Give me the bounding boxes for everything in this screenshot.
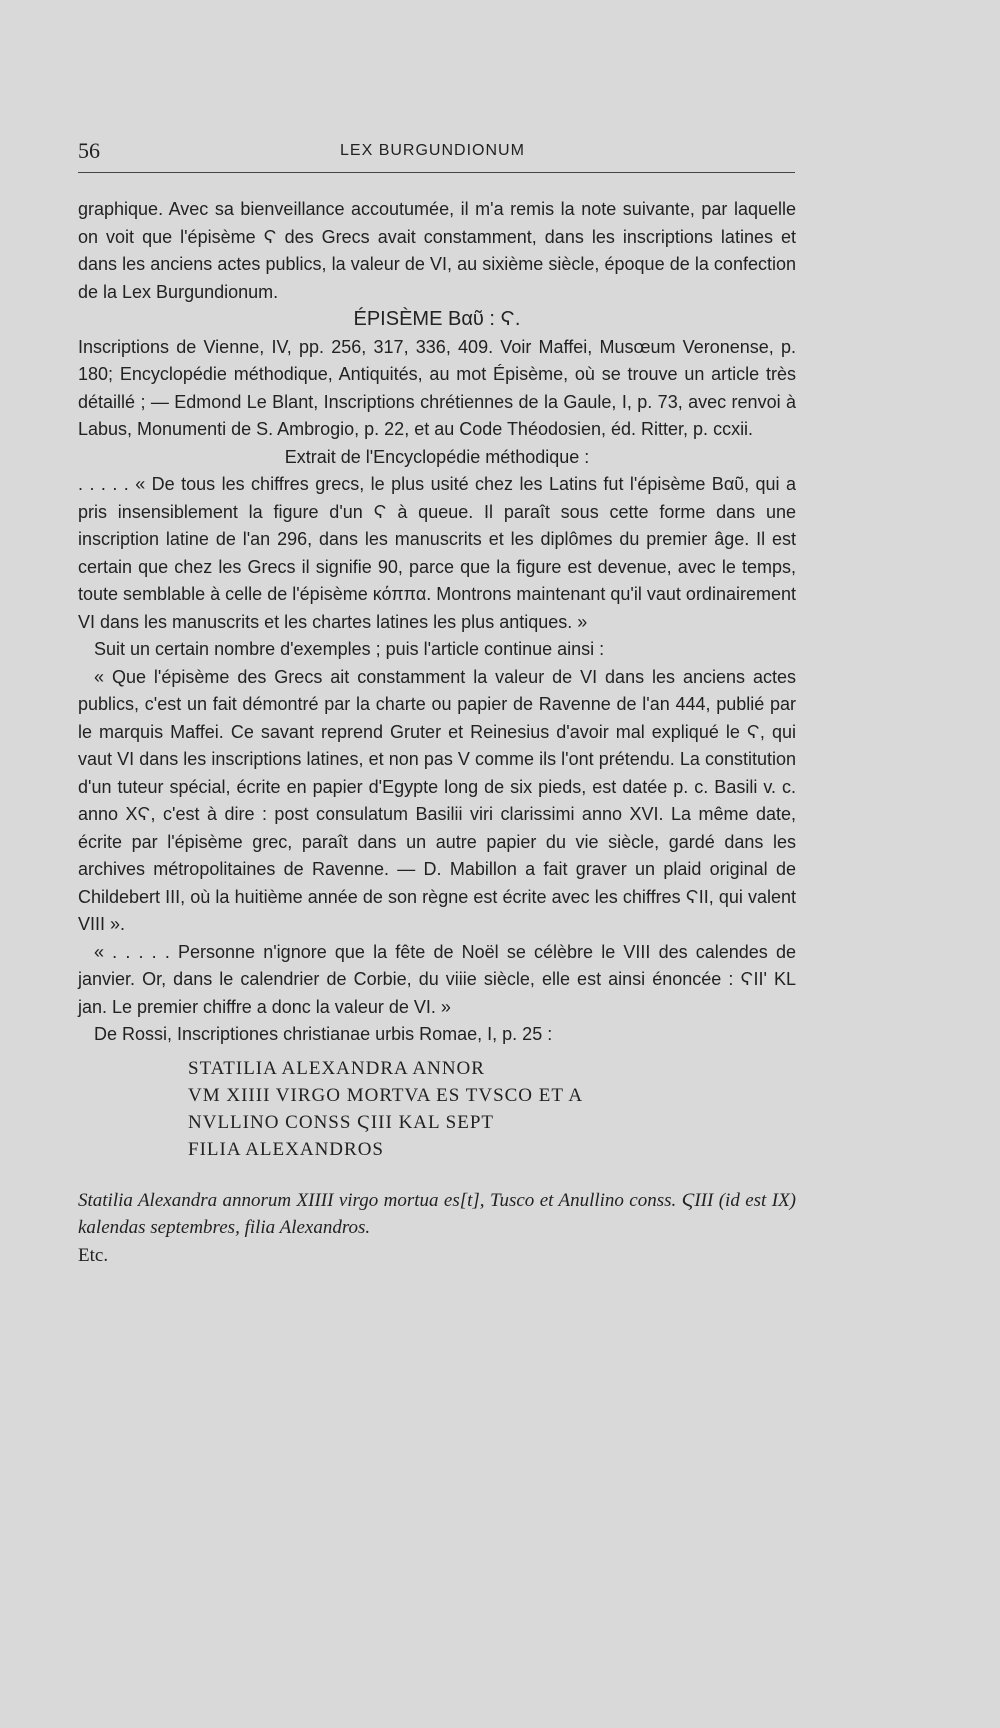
inscription-line: FILIA ALEXANDROS: [188, 1138, 384, 1160]
inscription-block: [188, 1055, 796, 1163]
inscription-line: NVLLINO CONSS ϚIII KAL SEPT: [188, 1111, 495, 1133]
running-title: LEX BURGUNDIONUM: [340, 142, 525, 159]
etc-text: Etc.: [78, 1244, 109, 1266]
quote-paragraph-1: . . . . . « De tous les chiffres grecs, le plus usité chez les Latins fut l'épisème Βαῦ, qui a pris insensiblement la figure d'un Ϛ à queue. Il paraît sous cette forme dans une inscription latine de l'an 296, dans les manuscrits et les diplômes du premier âge. Il est certain que chez les Grecs il signifie 90, parce que la figure est devenue, avec le temps, toute semblable à celle de l'épisème κόππα. Montrons maintenant qu'il vaut ordinairement VI dans les manuscrits et les chartes latines les plus antiques. »: [78, 474, 796, 632]
inscription-line: VM XIIII VIRGO MORTVA ES TVSCO ET A: [188, 1084, 584, 1106]
paragraph-transition: Suit un certain nombre d'exemples ; puis l'article continue ainsi :: [94, 639, 605, 659]
quote-paragraph-3: « . . . . . Personne n'ignore que la fête de Noël se célèbre le VIII des calendes de janvier. Or, dans le calendrier de Corbie, du viiie siècle, elle est ainsi énoncée : ϚII' KL jan. Le premier chiffre a donc la valeur de VI. »: [78, 941, 796, 1017]
extract-heading: Extrait de l'Encyclopédie méthodique :: [284, 446, 590, 467]
inscription-line: STATILIA ALEXANDRA ANNOR: [188, 1057, 485, 1079]
paragraph-intro: graphique. Avec sa bienveillance accoutumée, il m'a remis la note suivante, par laquelle on voit que l'épisème Ϛ des Grecs avait constamment, dans les inscriptions latines et dans les anciens actes publics, la valeur de VI, au sixième siècle, époque de la confection de la Lex Burgundionum.: [78, 199, 796, 302]
quote-paragraph-2: « Que l'épisème des Grecs ait constamment la valeur de VI dans les anciens actes publics, c'est un fait démontré par la charte ou papier de Ravenne de l'an 444, publié par le marquis Maffei. Ce savant reprend Gruter et Reinesius d'avoir mal expliqué le Ϛ, qui vaut VI dans les inscriptions latines, et non pas V comme ils l'ont prétendu. La constitution d'un tuteur spécial, écrite en papier d'Egypte long de six pieds, est datée p. c. Basili v. c. anno XϚ, c'est à dire : post consulatum Basilii viri clarissimi anno XVI. La même date, écrite par l'épisème grec, paraît dans un autre papier du vie siècle, gardé dans les archives métropolitaines de Ravenne. — D. Mabillon a fait graver un plaid original de Childebert III, où la huitième année de son règne est écrite avec les chiffres ϚII, qui valent VIII ».: [78, 666, 796, 934]
citation-de-rossi: De Rossi, Inscriptiones christianae urbis Romae, I, p. 25 :: [94, 1024, 553, 1044]
page-number: 56: [78, 138, 100, 163]
page-header: [78, 136, 795, 173]
latin-transcription: Statilia Alexandra annorum XIIII virgo mortua es[t], Tusco et Anullino conss. ϚIII (id est IX) kalendas septembres, filia Alexandros.: [78, 1189, 796, 1238]
page-body: [78, 196, 796, 1269]
section-heading: ÉPISÈME Βαῦ : Ϛ.: [353, 308, 521, 330]
paragraph-references: Inscriptions de Vienne, IV, pp. 256, 317, 336, 409. Voir Maffei, Musœum Veronense, p. 180; Encyclopédie méthodique, Antiquités, au mot Épisème, où se trouve un article très détaillé ; — Edmond Le Blant, Inscriptions chrétiennes de la Gaule, I, p. 73, avec renvoi à Labus, Monumenti de S. Ambrogio, p. 22, et au Code Théodosien, éd. Ritter, p. ccxii.: [78, 336, 796, 439]
